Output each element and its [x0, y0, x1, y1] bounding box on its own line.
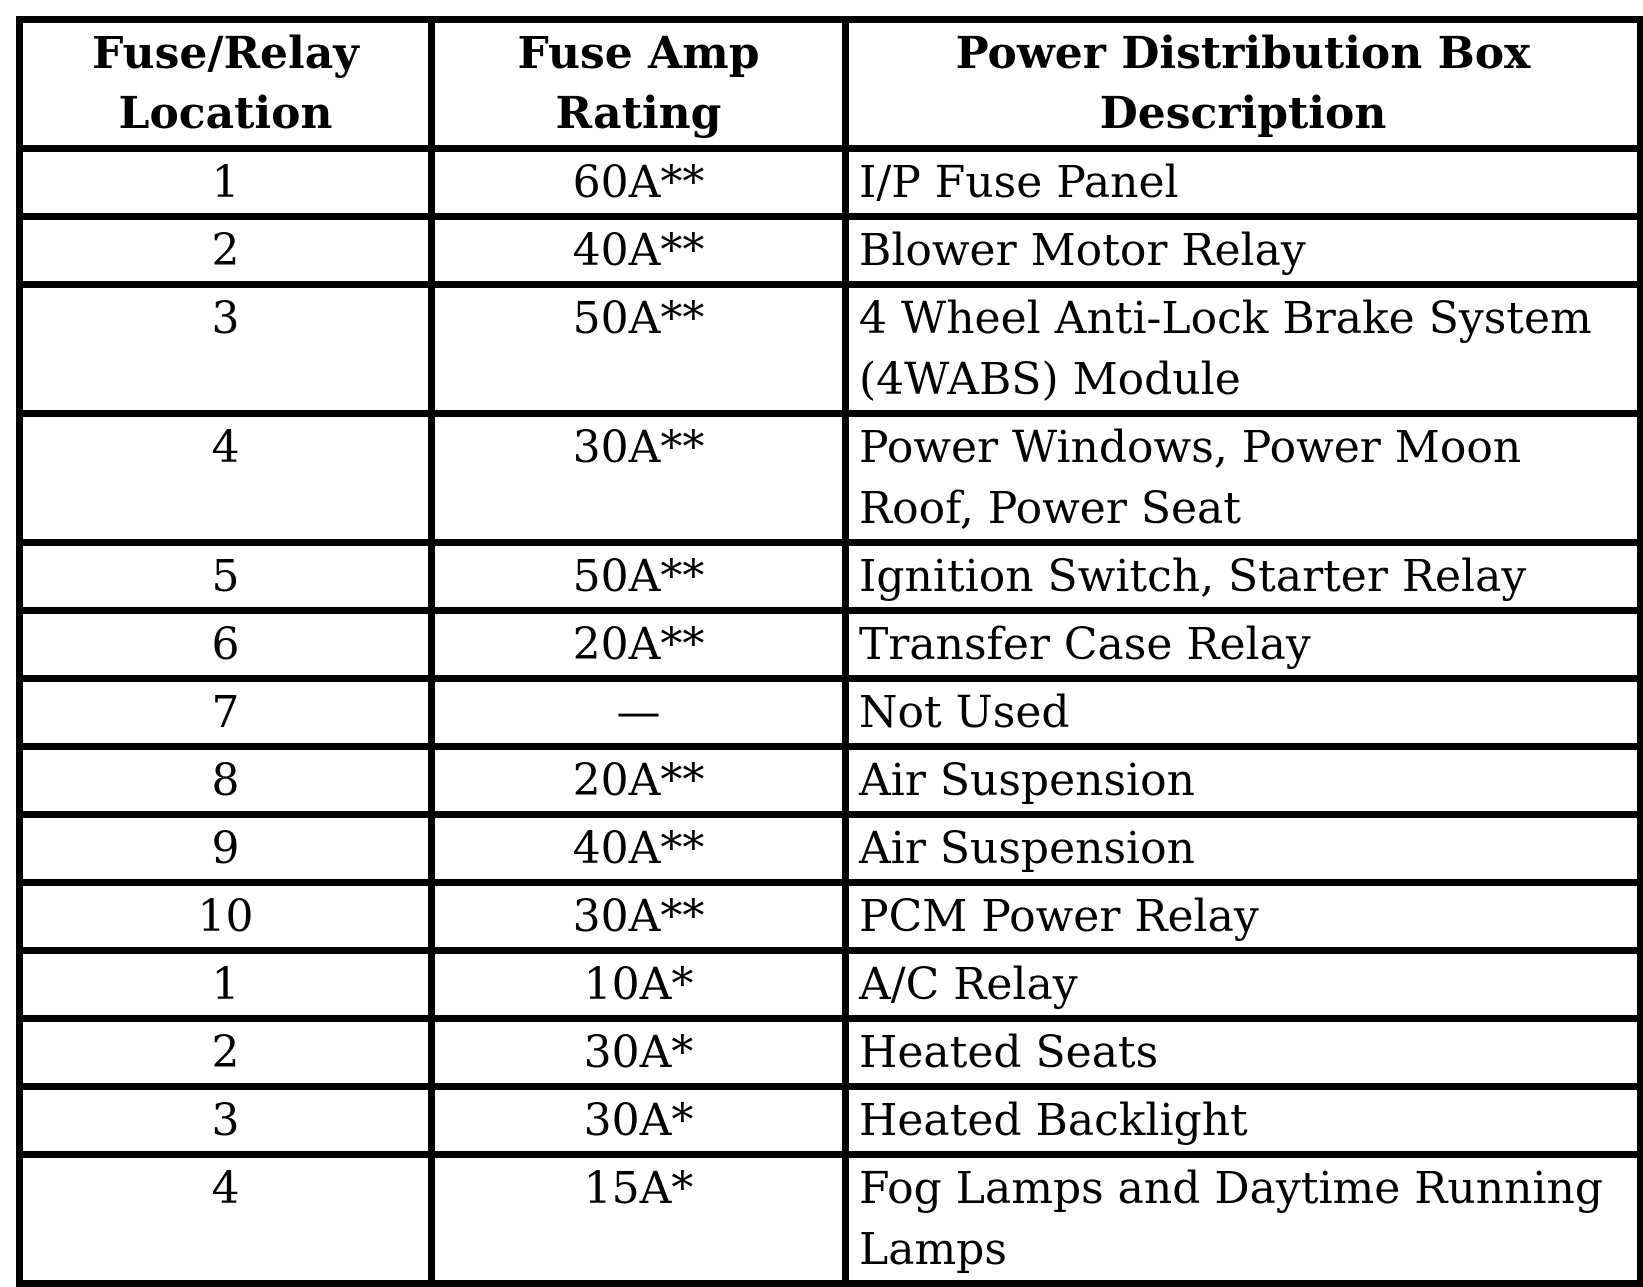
table-row — [20, 815, 1641, 883]
cell-location: 6 — [20, 611, 432, 679]
cell-rating: 15A* — [432, 1155, 846, 1284]
table-row — [20, 883, 1641, 951]
cell-description — [846, 543, 1641, 611]
cell-location: 2 — [20, 217, 432, 285]
description-line: I/P Fuse Panel — [859, 157, 1179, 208]
fuse-table-container — [16, 16, 1637, 1287]
description-line: A/C Relay — [859, 959, 1078, 1010]
table-row — [20, 1019, 1641, 1087]
header-rating — [432, 20, 846, 149]
table-row — [20, 747, 1641, 815]
cell-location: 4 — [20, 414, 432, 543]
description-line: Blower Motor Relay — [859, 225, 1306, 276]
description-line: Heated Backlight — [859, 1095, 1248, 1146]
header-rating-line-2: Rating — [555, 88, 722, 139]
cell-rating: 30A** — [432, 883, 846, 951]
table-row — [20, 543, 1641, 611]
cell-rating: 50A** — [432, 543, 846, 611]
table-row — [20, 611, 1641, 679]
header-location — [20, 20, 432, 149]
description-line: Fog Lamps and Daytime Running — [859, 1163, 1603, 1214]
cell-rating: 40A** — [432, 815, 846, 883]
cell-location: 2 — [20, 1019, 432, 1087]
description-line: 4 Wheel Anti-Lock Brake System — [859, 293, 1592, 344]
cell-description — [846, 149, 1641, 217]
table-row — [20, 285, 1641, 414]
description-line: Air Suspension — [859, 755, 1195, 806]
cell-rating: 10A* — [432, 951, 846, 1019]
cell-description — [846, 815, 1641, 883]
table-row — [20, 1087, 1641, 1155]
header-location-line-2: Location — [118, 88, 333, 139]
cell-description — [846, 679, 1641, 747]
cell-description — [846, 1155, 1641, 1284]
cell-description — [846, 611, 1641, 679]
description-line: Roof, Power Seat — [859, 483, 1241, 534]
cell-description — [846, 1087, 1641, 1155]
table-row — [20, 679, 1641, 747]
fuse-table — [16, 16, 1643, 1287]
table-body — [20, 149, 1641, 1284]
cell-description — [846, 951, 1641, 1019]
description-line: Lamps — [859, 1224, 1007, 1275]
cell-description — [846, 883, 1641, 951]
description-line: Ignition Switch, Starter Relay — [859, 551, 1527, 602]
cell-location: 8 — [20, 747, 432, 815]
header-location-line-1: Fuse/Relay — [92, 28, 359, 79]
description-line: Transfer Case Relay — [859, 619, 1311, 670]
cell-description — [846, 747, 1641, 815]
cell-location: 3 — [20, 285, 432, 414]
description-line: Air Suspension — [859, 823, 1195, 874]
header-description-line-1: Power Distribution Box — [955, 28, 1531, 79]
cell-description — [846, 217, 1641, 285]
cell-location: 7 — [20, 679, 432, 747]
cell-description — [846, 1019, 1641, 1087]
table-row — [20, 951, 1641, 1019]
cell-rating: 50A** — [432, 285, 846, 414]
cell-rating: 30A** — [432, 414, 846, 543]
header-row — [20, 20, 1641, 149]
description-line: Power Windows, Power Moon — [859, 422, 1522, 473]
header-rating-line-1: Fuse Amp — [517, 28, 760, 79]
cell-description — [846, 414, 1641, 543]
cell-location: 4 — [20, 1155, 432, 1284]
table-row — [20, 414, 1641, 543]
description-line: Not Used — [859, 687, 1070, 738]
cell-location: 9 — [20, 815, 432, 883]
cell-location: 1 — [20, 951, 432, 1019]
cell-rating: 40A** — [432, 217, 846, 285]
description-line: Heated Seats — [859, 1027, 1159, 1078]
cell-rating: — — [432, 679, 846, 747]
header-description-line-2: Description — [1099, 88, 1387, 139]
cell-location: 10 — [20, 883, 432, 951]
cell-rating: 30A* — [432, 1019, 846, 1087]
cell-rating: 20A** — [432, 747, 846, 815]
cell-rating: 60A** — [432, 149, 846, 217]
cell-location: 3 — [20, 1087, 432, 1155]
cell-location: 1 — [20, 149, 432, 217]
description-line: PCM Power Relay — [859, 891, 1259, 942]
cell-description — [846, 285, 1641, 414]
table-row — [20, 217, 1641, 285]
cell-rating: 20A** — [432, 611, 846, 679]
cell-rating: 30A* — [432, 1087, 846, 1155]
header-description — [846, 20, 1641, 149]
table-row — [20, 1155, 1641, 1284]
description-line: (4WABS) Module — [859, 354, 1241, 405]
table-row — [20, 149, 1641, 217]
cell-location: 5 — [20, 543, 432, 611]
